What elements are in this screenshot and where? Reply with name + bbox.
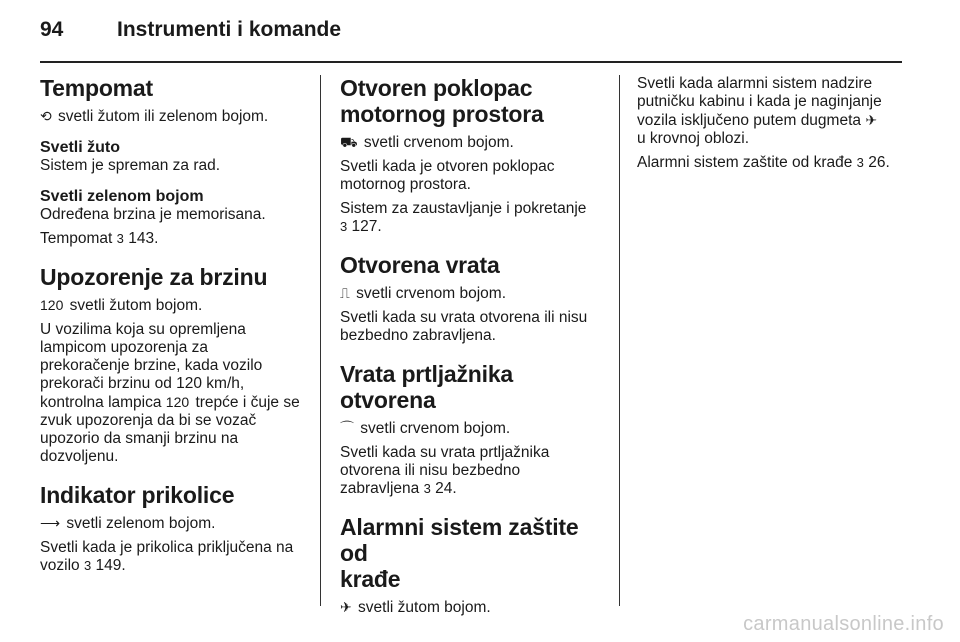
prikolica-text: Svetli kada je prikolica priključena na vozilo 3 149. — [40, 539, 294, 574]
cruise-control-icon: ⟲ — [40, 108, 52, 124]
watermark: carmanualsonline.info — [743, 613, 944, 635]
upozorenje-heading: Upozorenje za brzinu — [40, 264, 268, 290]
header-rule — [40, 61, 902, 63]
column-divider-2 — [619, 75, 620, 606]
prtljaznik-text: Svetli kada su vrata prtljažnika otvorena ili nisu bezbedno zabravljena 3 24. — [340, 444, 550, 497]
vrata-heading: Otvorena vrata — [340, 252, 500, 278]
poklopac-text-2: Sistem za zaustavljanje i pokretanje 3 127. — [340, 200, 587, 235]
speed-warning-icon: 120 — [165, 394, 190, 410]
alarm-system-icon: ✈ — [865, 112, 878, 128]
vrata-text: Svetli kada su vrata otvorena ili nisu bezbedno zabravljena. — [340, 309, 588, 344]
poklopac-indicator: ⛟ svetli crvenom bojom. — [340, 134, 514, 151]
trailer-icon: ⟶ — [40, 515, 61, 531]
alarm-indicator: ✈ svetli žutom bojom. — [340, 599, 491, 616]
page-ref-icon: 3 — [856, 155, 864, 170]
tailgate-open-icon: ⌒ — [340, 420, 354, 436]
speed-warning-icon: 120 — [40, 297, 64, 313]
poklopac-text-1: Svetli kada je otvoren poklopac motornog prostora. — [340, 158, 555, 193]
page-header — [40, 18, 902, 48]
poklopac-heading: Otvoren poklopac motornog prostora — [340, 75, 544, 127]
page-ref-icon: 3 — [340, 219, 348, 234]
page-ref-icon: 3 — [423, 481, 431, 496]
alarm-system-icon: ✈ — [340, 599, 352, 615]
page-number: 94 — [40, 18, 64, 41]
page-ref-icon: 3 — [116, 231, 124, 246]
column-1 — [40, 75, 308, 581]
tempomat-indicator: ⟲ svetli žutom ili zelenom bojom. — [40, 108, 269, 125]
tempomat-sub1-heading: Svetli žuto — [40, 139, 121, 156]
tempomat-sub2-heading: Svetli zelenom bojom — [40, 188, 204, 205]
tempomat-heading: Tempomat — [40, 75, 153, 101]
tempomat-reference: Tempomat 3 143. — [40, 230, 159, 247]
prtljaznik-indicator: ⌒ svetli crvenom bojom. — [340, 420, 511, 437]
column-3 — [637, 75, 907, 178]
prikolica-indicator: ⟶ svetli zelenom bojom. — [40, 515, 216, 532]
tempomat-sub2-text: Određena brzina je memorisana. — [40, 206, 266, 223]
alarm-text-2: Alarmni sistem zaštite od krađe 3 26. — [637, 154, 890, 171]
upozorenje-text: U vozilima koja su opremljena lampicom upozorenja za prekoračenje brzine, kada vozilo prekorači brzinu od 120 km/h, kontrolna lampica 120 trepće i čuje se zvuk upozorenja da bi se vozač upozorio da smanji brzinu na dozvoljenu. — [40, 321, 300, 465]
alarm-text-1: Svetli kada alarmni sistem nadzire putničku kabinu i kada je naginjanje vozila isključeno putem dugmeta ✈ u krovnoj oblozi. — [637, 75, 882, 147]
prtljaznik-heading: Vrata prtljažnika otvorena — [340, 361, 514, 413]
vrata-indicator: ⎍ svetli crvenom bojom. — [340, 285, 507, 302]
column-2 — [340, 75, 602, 623]
door-open-icon: ⎍ — [340, 285, 350, 301]
chapter-title: Instrumenti i komande — [117, 18, 342, 41]
page-ref-icon: 3 — [83, 558, 92, 573]
alarm-heading: Alarmni sistem zaštite od krađe — [340, 514, 579, 592]
column-divider-1 — [320, 75, 321, 606]
bonnet-open-icon: ⛟ — [340, 134, 358, 150]
upozorenje-indicator: 120 svetli žutom bojom. — [40, 297, 203, 314]
prikolica-heading: Indikator prikolice — [40, 482, 235, 508]
tempomat-sub1-text: Sistem je spreman za rad. — [40, 157, 221, 174]
